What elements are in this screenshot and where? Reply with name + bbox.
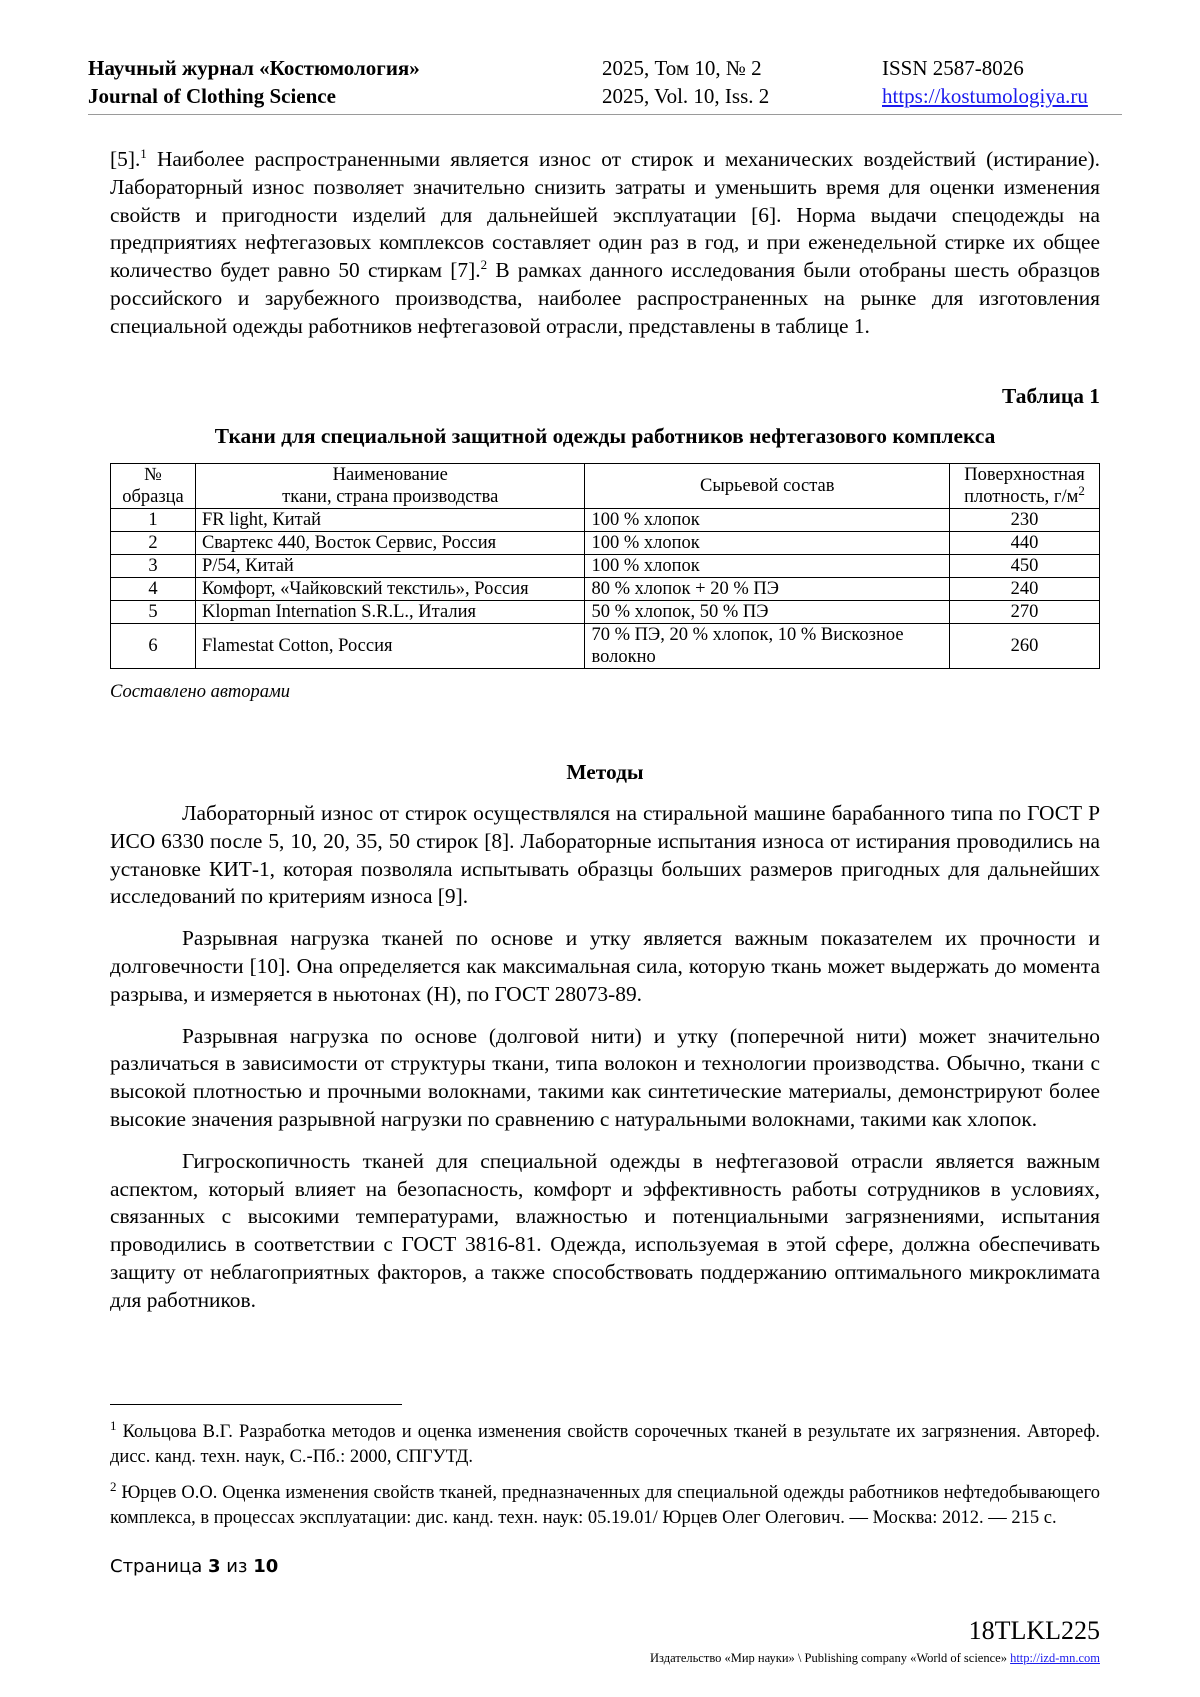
intro-paragraph: [5].$^1$ Наиболее распространенными является износ от стирок и механических воздействий (истирание). Лабораторный износ позволяет значительно снизить затраты и уменьшить время для оценки изменения свойств и пригодности изделий для дальнейшей эксплуатации [6]. Норма выдачи спецодежды на предприятиях нефтегазовых комплексов составляет один раз в год, и при еженедельной стирке их общее количество будет равно 50 стиркам [7].$^2$ В рамках данного исследования были отобраны шесть образцов российского и зарубежного производства, наиболее распространенных на рынке для изготовления специальной одежды работников нефтегазовой отрасли, представлены в таблице 1. (110, 145, 1100, 338)
issn-block (882, 54, 1088, 110)
journal-link[interactable]: https://kostumologiya.ru (882, 84, 1088, 108)
running-header (88, 52, 1122, 115)
table-number: Таблица 1 (1002, 384, 1100, 408)
publisher-line: Издательство «Мир науки» \ Publishing company «World of science» http://izd-mn.com (650, 1651, 1100, 1665)
footnote-ref-2[interactable]: 2 (480, 257, 488, 273)
publisher-link[interactable]: http://izd-mn.com (1010, 1651, 1100, 1665)
col-number: № образца (111, 464, 196, 509)
table-header-row (111, 464, 1100, 509)
article-id: 18TLKL225 (968, 1616, 1100, 1645)
methods-body (110, 800, 1100, 1315)
methods-paragraph: Лабораторный износ от стирок осуществлялся на стиральной машине барабанного типа по ГОСТ Р ИСО 6330 после 5, 10, 20, 35, 50 стирок [8]. Лабораторные испытания износа от истирания проводились на установке КИТ-1, которая позволяла испытывать образцы больших размеров пригодных для дальнейших исследований по критериям износа [9]. (110, 801, 1100, 909)
footnotes (110, 1417, 1100, 1530)
table-row: 5 Klopman Internation S.R.L., Италия 50 % хлопок, 50 % ПЭ 270 (111, 601, 1100, 624)
col-name: Наименование ткани, страна производства (195, 464, 585, 509)
issn: ISSN 2587-8026 (882, 56, 1024, 80)
footnote-ref-1[interactable]: 1 (140, 145, 147, 161)
fabrics-table (110, 463, 1100, 669)
section-heading-methods: Методы (566, 760, 644, 784)
footnote-1: $^1$ Кольцова В.Г. Разработка методов и оценка изменения свойств сорочечных тканей в результате их загрязнения. Автореф. дисс. канд. техн. наук, С.-Пб.: 2000, СПГУТД. (110, 1417, 1100, 1467)
page-number: Страница 3 из 10 (110, 1556, 279, 1577)
methods-paragraph: Гигроскопичность тканей для специальной одежды в нефтегазовой отрасли является важным аспектом, который влияет на безопасность, комфорт и эффективность работы сотрудников в условиях, связанных с высокими температурами, влажностью и потенциальными загрязнениями, испытания проводились в соответствии с ГОСТ 3816-81. Одежда, используемая в этой сфере, должна обеспечивать защиту от неблагоприятных факторов, а также способствовать поддержанию оптимального микроклимата для работников. (110, 1148, 1100, 1312)
table-row: 2 Свартекс 440, Восток Сервис, Россия 100 % хлопок 440 (111, 532, 1100, 555)
table-row: 3 P/54, Китай 100 % хлопок 450 (111, 555, 1100, 578)
footnote-separator (110, 1404, 402, 1405)
methods-paragraph: Разрывная нагрузка тканей по основе и утку является важным показателем их прочности и долговечности [10]. Она определяется как максимальная сила, которую ткань может выдержать до момента разрыва, и измеряется в ньютонах (Н), по ГОСТ 28073-89. (110, 926, 1100, 1006)
table-row: 1 FR light, Китай 100 % хлопок 230 (111, 509, 1100, 532)
journal-title: Научный журнал «Костюмология» Journal of Clothing Science (88, 56, 420, 108)
issue-info: 2025, Том 10, № 2 2025, Vol. 10, Iss. 2 (602, 56, 770, 108)
table-row: 4 Комфорт, «Чайковский текстиль», Россия 80 % хлопок + 20 % ПЭ 240 (111, 578, 1100, 601)
table-source-note: Составлено авторами (110, 682, 291, 702)
table-row: 6 Flamestat Cotton, Россия 70 % ПЭ, 20 % хлопок, 10 % Вискозное волокно 260 (111, 624, 1100, 669)
table-caption: Ткани для специальной защитной одежды работников нефтегазового комплекса (214, 424, 996, 448)
col-composition: Сырьевой состав (585, 464, 950, 509)
methods-paragraph: Разрывная нагрузка по основе (долговой нити) и утку (поперечной нити) может значительно различаться в зависимости от структуры ткани, типа волокон и технологии производства. Обычно, ткани с высокой плотностью и прочными волокнами, такими как синтетические материалы, демонстрируют более высокие значения разрывной нагрузки по сравнению с натуральными волокнами, такими как хлопок. (110, 1023, 1100, 1131)
col-density: Поверхностная плотность, $г/м^2$ (950, 464, 1100, 509)
footnote-2: $^2$ Юрцев О.О. Оценка изменения свойств тканей, предназначенных для специальной одежды работников нефтедобывающего комплекса, в процессах эксплуатации: дис. канд. техн. наук: 05.19.01/ Юрцев Олег Олегович. — Москва: 2012. — 215 с. (110, 1478, 1100, 1528)
